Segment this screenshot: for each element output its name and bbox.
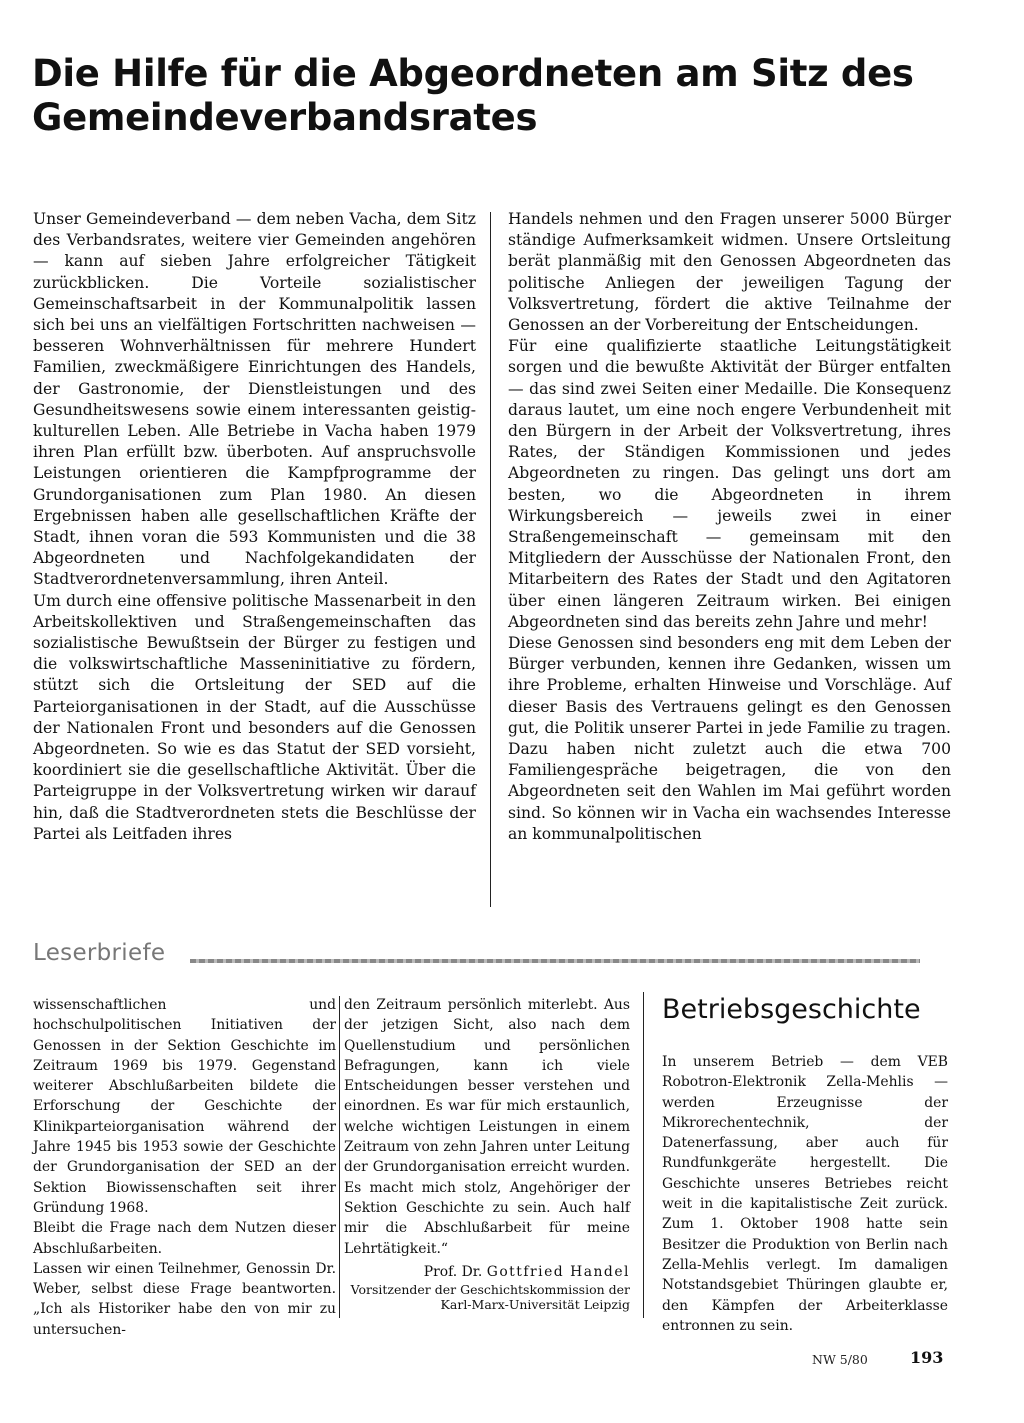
signature-name: Gottfried Handel xyxy=(486,1263,630,1280)
signature-prefix: Prof. Dr. xyxy=(423,1263,483,1280)
paragraph: Handels nehmen und den Fragen unserer 5000 Bürger ständige Aufmerksamkeit widmen. Unsere Ortsleitung berät planmäßig mit den Genossen Abgeordneten das politische Anliegen der jeweiligen Tagung der Volksvertretung, fördert die aktive Teilnahme der Genossen an der Vorbereitung der Entscheidungen. xyxy=(508,210,951,335)
paragraph: Für eine qualifizierte staatliche Leitungstätigkeit sorgen und die bewußte Aktivität der Bürger entfalten — das sind zwei Seiten einer Medaille. Die Konsequenz daraus lautet, um eine noch engere Verbundenheit mit den Bürgern in der Arbeit der Volksvertretung, ihres Rates, der Ständigen Kommissionen und jedes Abgeordneten zu ringen. Das gelingt uns dort am besten, wo die Abgeordneten in ihrem Wirkungsbereich — jeweils zwei in einer Straßengemeinschaft — gemeinsam mit den Mitgliedern der Ausschüsse der Nationalen Front, den Mitarbeitern des Rates der Stadt und den Agitatoren über einen längeren Zeitraum wirken. Bei einigen Abgeordneten sind das bereits zehn Jahre und mehr! xyxy=(508,337,951,631)
letter-column-2 xyxy=(344,995,630,1312)
main-article-column-2 xyxy=(508,209,951,845)
paragraph: Unser Gemeindeverband — dem neben Vacha, dem Sitz des Verbandsrates, weitere vier Gemeinden angehören — kann auf sieben Jahre erfolgreicher Tätigkeit zurückblicken. Die Vorteile sozialistischer Gemeinschaftsarbeit in der Kommunalpolitik lassen sich bei uns an vielfältigen Fortschritten nachweisen — besseren Wohnverhältnissen für mehrere Hundert Familien, zweckmäßigere Einrichtungen des Handels, der Gastronomie, der Dienstleistungen und des Gesundheitswesens sowie einem interessanten geistig-kulturellen Leben. Alle Betriebe in Vacha haben 1979 ihren Plan erfüllt bzw. überboten. Auf anspruchsvolle Leistungen orientieren die Kampfprogramme der Grundorganisationen zum Plan 1980. An diesen Ergebnissen haben alle gesellschaftlichen Kräfte der Stadt, ihnen voran die 593 Kommunisten und die 38 Abgeordneten und Nachfolgekandidaten der Stadtverordnetenversammlung, ihren Anteil. xyxy=(33,210,476,589)
paragraph: In unserem Betrieb — dem VEB Robotron-Elektronik Zella-Mehlis — werden Erzeugnisse der Mikrorechentechnik, der Datenerfassung, aber auch für Rundfunkgeräte hergestellt. Die Geschichte unseres Betriebes reicht weit in die kapitalistische Zeit zurück. Zum 1. Oktober 1908 hatte sein Besitzer die Produktion von Berlin nach Zella-Mehlis verlegt. Im damaligen Notstandsgebiet Thüringen glaubte er, den Kämpfen der Arbeiterklasse entronnen zu sein. xyxy=(662,1054,948,1334)
issue-number: NW 5/80 xyxy=(812,1352,868,1367)
paragraph: Um durch eine offensive politische Massenarbeit in den Arbeitskollektiven und Straßengemeinschaften das sozialistische Bewußtsein der Bürger zu festigen und die volkswirtschaftliche Masseninitiative zu fördern, stützt sich die Ortsleitung der SED auf die Parteiorganisationen in der Stadt, auf die Ausschüsse der Nationalen Front und besonders auf die Genossen Abgeordneten. So wie es das Statut der SED vorsieht, koordiniert sie die gesellschaftliche Aktivität. Über die Parteigruppe in der Volksvertretung wirken wir darauf hin, daß die Stadtverordneten stets die Beschlüsse der Partei als Leitfaden ihres xyxy=(33,591,476,843)
headline: Die Hilfe für die Abgeordneten am Sitz des Gemeindeverbandsrates xyxy=(32,52,914,139)
letter-column-1 xyxy=(33,995,336,1340)
paragraph: Lassen wir einen Teilnehmer, Genossin Dr. Weber, selbst diese Frage beantworten. „Ich als Historiker habe den von mir zu untersuchen- xyxy=(33,1260,336,1338)
paragraph: Diese Genossen sind besonders eng mit dem Leben der Bürger verbunden, kennen ihre Gedanken, wissen um ihre Probleme, erhalten Hinweise und Vorschläge. Auf dieser Basis des Vertrauens gelingt es den Genossen gut, die Politik unserer Partei in jede Familie zu tragen. Dazu haben nicht zuletzt auch die etwa 700 Familiengespräche beigetragen, die von den Abgeordneten seit den Wahlen im Mai geführt worden sind. So können wir in Vacha ein wachsendes Interesse an kommunalpolitischen xyxy=(508,634,951,843)
section-rule xyxy=(190,959,920,963)
betrieb-article xyxy=(662,1052,948,1336)
betrieb-title: Betriebsgeschichte xyxy=(662,994,921,1025)
column-divider xyxy=(490,212,491,907)
page-number: 193 xyxy=(910,1348,944,1367)
column-divider xyxy=(643,992,644,1318)
main-article-column-1 xyxy=(33,209,476,845)
section-label: Leserbriefe xyxy=(33,940,166,966)
column-divider xyxy=(339,996,340,1318)
paragraph: wissenschaftlichen und hochschulpolitischen Initiativen der Genossen in der Sektion Geschichte im Zeitraum 1969 bis 1979. Gegenstand weiterer Abschlußarbeiten bildete die Erforschung der Geschichte der Klinikparteiorganisation während der Jahre 1945 bis 1953 sowie der Geschichte der Grundorganisation der SED an der Sektion Biowissenschaften seit ihrer Gründung 1968. xyxy=(33,997,336,1216)
paragraph: den Zeitraum persönlich miterlebt. Aus der jetzigen Sicht, also nach dem Quellenstudium und persönlichen Befragungen, kann ich viele Entscheidungen besser verstehen und einordnen. Es war für mich erstaunlich, welche wichtigen Leistungen in einem Zeitraum von zehn Jahren unter Leitung der Grundorganisation erreicht wurden. Es macht mich stolz, Angehöriger der Sektion Geschichte zu sein. Auch half mir die Abschlußarbeit für meine Lehrtätigkeit.“ xyxy=(344,997,630,1257)
paragraph: Bleibt die Frage nach dem Nutzen dieser Abschlußarbeiten. xyxy=(33,1220,336,1257)
signature xyxy=(344,1262,630,1282)
signature-role: Vorsitzender der Geschichtskommission der Karl-Marx-Universität Leipzig xyxy=(350,1282,630,1313)
